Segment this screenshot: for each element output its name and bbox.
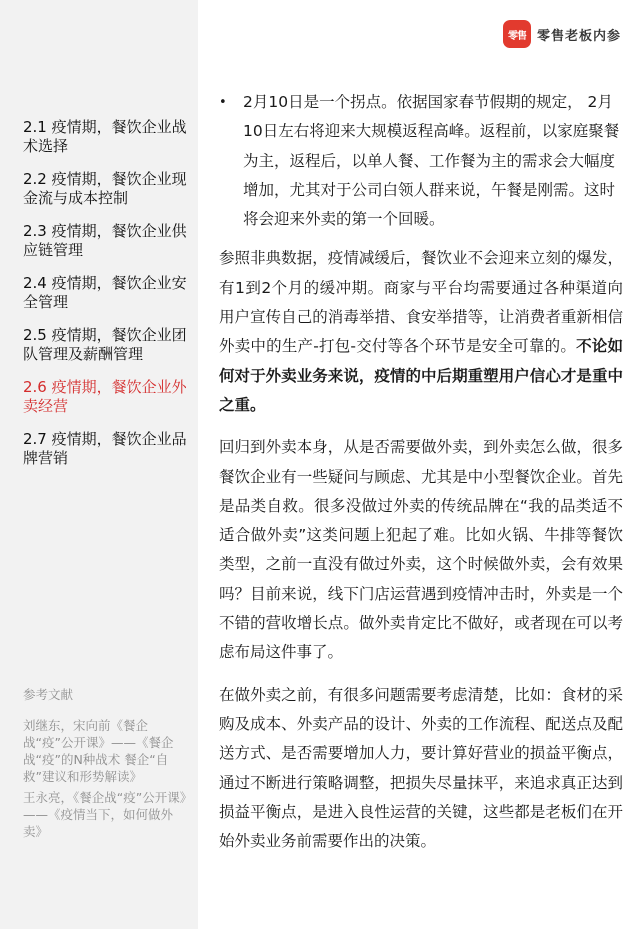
bullet-text: 2月10日是一个拐点。依据国家春节假期的规定， 2月10日左右将迎来大规模返程高峰。返程前，以家庭聚餐为主，返程后，以单人餐、工作餐为主的需求会大幅度增加，尤其对于公司白领人群来说，午餐是刚需。这时将会迎来外卖的第一个回暖。 xyxy=(243,93,620,229)
table-of-contents xyxy=(23,118,193,482)
references-title: 参考文献 xyxy=(23,687,74,702)
paragraph-3: 在做外卖之前，有很多问题需要考虑清楚，比如：食材的采购及成本、外卖产品的设计、外卖的工作流程、配送点及配送方式、是否需要增加人力，要计算好营业的损益平衡点，通过不断进行策略调整，把损失尽量抹平，来追求真正达到损益平衡点，是进入良性运营的关键，这些都是老板们在开始外卖业务前需要作出的决策。 xyxy=(219,685,623,851)
toc-item-2-1[interactable]: 2.1 疫情期，餐饮企业战术选择 xyxy=(23,118,187,155)
toc-item-2-4[interactable]: 2.4 疫情期，餐饮企业安全管理 xyxy=(23,274,187,311)
reference-entry: 刘继东，宋向前《餐企战“疫”公开课》——《餐企战“疫”的N种战术 餐企“自救”建议和形势解读》 xyxy=(23,718,174,784)
brand-header xyxy=(503,20,621,48)
toc-item-2-6-active[interactable]: 2.6 疫情期，餐饮企业外卖经营 xyxy=(23,378,187,415)
paragraph-1 xyxy=(219,244,623,420)
paragraph-1-text: 参照非典数据，疫情减缓后，餐饮业不会迎来立刻的爆发，有1到2个月的缓冲期。商家与平台均需要通过各种渠道向用户宣传自己的消毒举措、食安举措等，让消费者重新相信外卖中的生产-打包-交付等各个环节是安全可靠的。 xyxy=(219,249,623,356)
toc-item-2-7[interactable]: 2.7 疫情期，餐饮企业品牌营销 xyxy=(23,430,187,467)
references xyxy=(23,686,189,844)
brand-name: 零售老板内参 xyxy=(536,28,621,44)
toc-item-2-3[interactable]: 2.3 疫情期，餐饮企业供应链管理 xyxy=(23,222,187,259)
toc-item-2-5[interactable]: 2.5 疫情期，餐饮企业团队管理及薪酬管理 xyxy=(23,326,187,363)
paragraph-1-emphasis: 不论如何对于外卖业务来说，疫情的中后期重塑用户信心才是重中之重。 xyxy=(219,337,623,414)
reference-entry: 王永亮，《餐企战“疫”公开课》——《疫情当下，如何做外卖》 xyxy=(23,790,186,839)
bullet-item xyxy=(219,88,623,234)
toc-item-2-2[interactable]: 2.2 疫情期，餐饮企业现金流与成本控制 xyxy=(23,170,187,207)
sidebar xyxy=(0,0,198,929)
brand-logo-icon: 零售 xyxy=(503,20,531,48)
bullet-dot-icon: • xyxy=(219,95,227,110)
main-content xyxy=(219,88,623,869)
paragraph-2: 回归到外卖本身，从是否需要做外卖，到外卖怎么做，很多餐饮企业有一些疑问与顾虑、尤其是中小型餐饮企业。首先是品类自救。很多没做过外卖的传统品牌在“我的品类适不适合做外卖”这类问题上犯起了难。比如火锅、牛排等餐饮类型，之前一直没有做过外卖，这个时候做外卖，会有效果吗？目前来说，线下门店运营遇到疫情冲击时，外卖是一个不错的营收增长点。做外卖肯定比不做好，或者现在可以考虑布局这件事了。 xyxy=(219,438,623,662)
